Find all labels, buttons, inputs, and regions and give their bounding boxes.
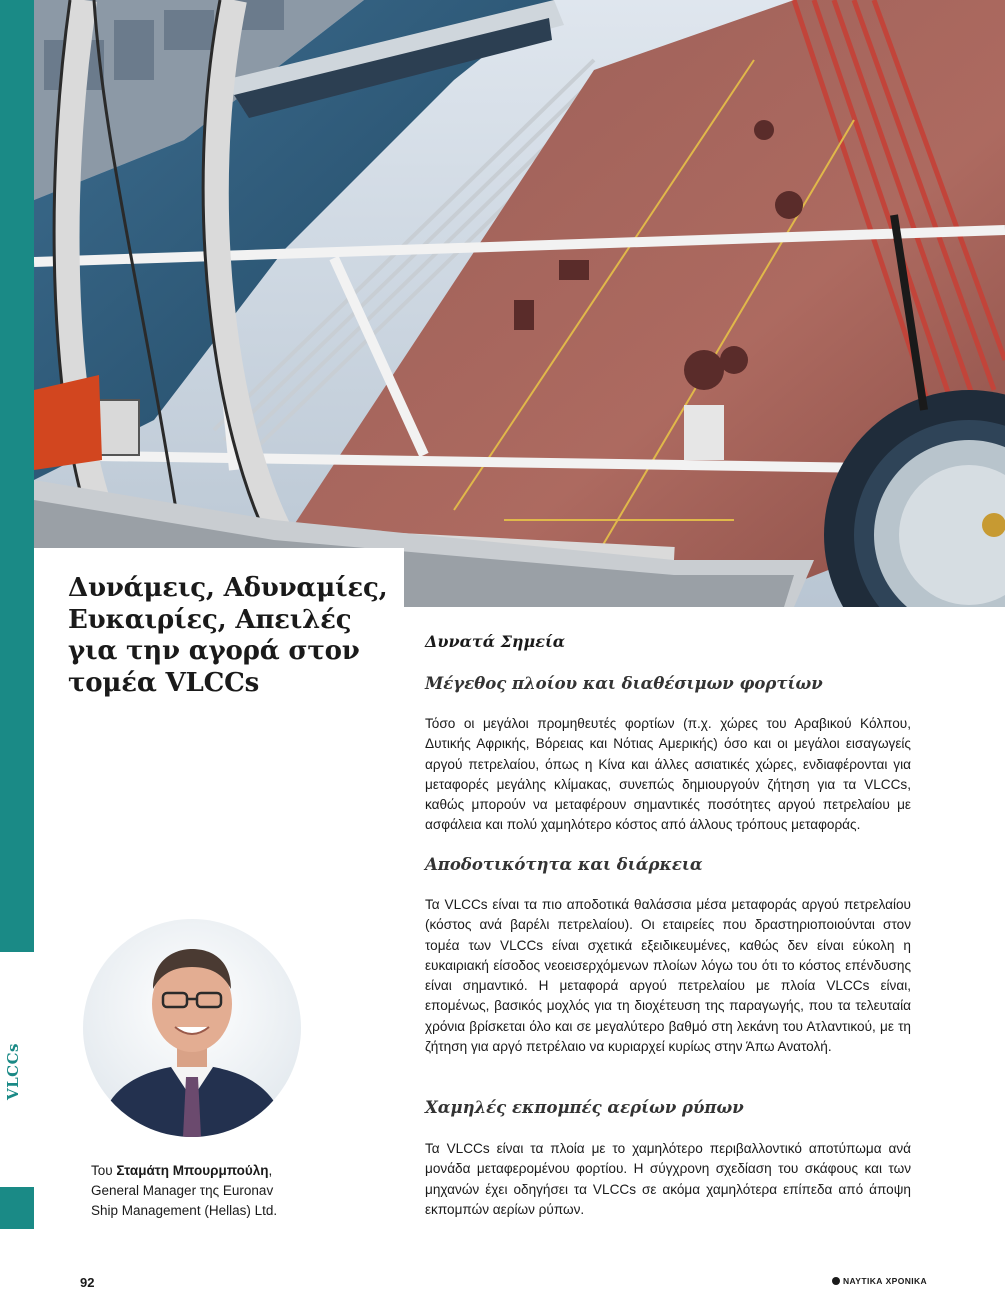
tanker-deck-photo — [34, 0, 1005, 607]
author-role-line2: Ship Management (Hellas) Ltd. — [91, 1203, 278, 1218]
section-label: VLCCs — [4, 1042, 22, 1100]
subsection-title: Μέγεθος πλοίου και διαθέσιμων φορτίων — [425, 674, 823, 693]
author-caption — [91, 1161, 321, 1221]
author-portrait — [83, 919, 301, 1137]
sidebar-accent-bar — [0, 0, 34, 952]
sidebar-accent-block — [0, 1187, 34, 1229]
publication-footer — [832, 1276, 927, 1286]
subsection-paragraph: Τα VLCCs είναι τα πιο αποδοτικά θαλάσσια μέσα μεταφοράς αργού πετρελαίου (κόστος ανά βαρέλι πετρελαίου). Οι εταιρείες που δραστηριοποιούνται στον τομέα των VLCCs είναι σχετικά εξειδικευμένες, καθώς δεν είναι εύκολη η ευκαιριακή είσοδος νεοεισερχόμενων πλοίων λόγω του ότι το κόστος επένδυσης είναι σημαντικό. Η μεταφορά αργού πετρελαίου με πλοία VLCCs είναι, επομένως, βασικός μοχλός για τη διοχέτευση της παραγωγής, που τα τελευταία χρόνια βρίσκεται όλο και σε μεγαλύτερο βαθμό στη λεκάνη του Ατλαντικού, με τη ζήτηση για αργό πετρέλαιο να κυριαρχεί κυρίως στην Άπω Ανατολή. — [425, 897, 911, 1055]
author-name: Σταμάτη Μπουρμπούλη — [116, 1163, 269, 1178]
author-role-line1: General Manager της Euronav — [91, 1183, 274, 1198]
page-number: 92 — [80, 1275, 95, 1290]
subsection-paragraph: Τα VLCCs είναι τα πλοία με το χαμηλότερο περιβαλλοντικό αποτύπωμα ανά μονάδα μεταφερομένου φορτίου. Η σύγχρονη σχεδίαση του σκάφους και των μηχανών έχει οδηγήσει τα VLCCs σε ακόμα χαμηλότερα επίπεδα από άποψη εκπομπών αερίων ρύπων. — [425, 1141, 911, 1217]
publication-name: ΝΑΥΤΙΚΑ ΧΡΟΝΙΚΑ — [843, 1276, 928, 1286]
author-prefix: Του — [91, 1163, 117, 1178]
article-title: Δυνάμεις, Αδυναμίες, Ευκαιρίες, Απειλές για την αγορά στον τομέα VLCCs — [68, 573, 388, 698]
subsection-paragraph: Τόσο οι μεγάλοι προμηθευτές φορτίων (π.χ. χώρες του Αραβικού Κόλπου, Δυτικής Αφρικής, Βόρειας και Νότιας Αμερικής) όσο και οι μεγάλοι εισαγωγείς αργού πετρελαίου, όπως η Κίνα και άλλες ασιατικές χώρες, ενδιαφέρονται για μεταφορές μεγάλης κλίμακας, συνεπώς δημιουργούν ζήτηση για τα VLCCs, καθώς μπορούν να μεταφέρουν σημαντικές ποσότητες αργού πετρελαίου με ασφάλεια και πολύ χαμηλότερο κόστος από άλλους τρόπους μεταφοράς. — [425, 716, 911, 833]
section-heading: Δυνατά Σημεία — [425, 632, 566, 651]
publication-logo-icon — [832, 1277, 840, 1285]
subsection-title: Χαμηλές εκπομπές αερίων ρύπων — [425, 1098, 744, 1117]
subsection-title: Αποδοτικότητα και διάρκεια — [425, 855, 703, 874]
author-suffix: , — [268, 1163, 273, 1178]
